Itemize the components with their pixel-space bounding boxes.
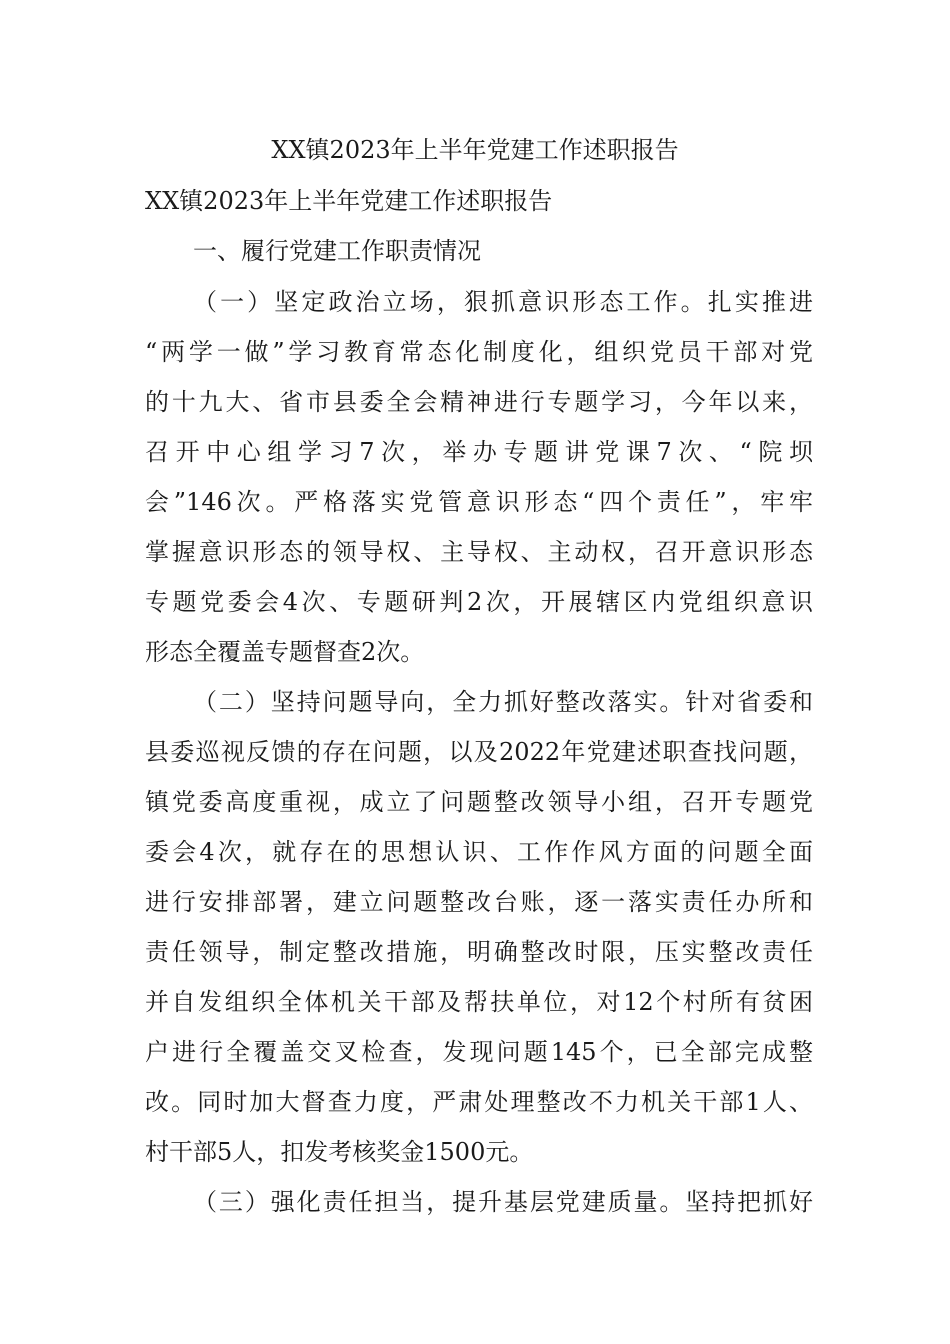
paragraph-line: 责任领导，制定整改措施，明确整改时限，压实整改责任: [145, 938, 813, 966]
section-heading: 一、履行党建工作职责情况: [193, 237, 481, 265]
paragraph-line: 户进行全覆盖交叉检查，发现问题145个，已全部完成整: [145, 1038, 813, 1066]
paragraph-line: 掌握意识形态的领导权、主导权、主动权，召开意识形态: [145, 538, 813, 566]
paragraph-line: “两学一做”学习教育常态化制度化，组织党员干部对党: [145, 338, 813, 366]
paragraph-line: 村干部5人，扣发考核奖金1500元。: [145, 1138, 534, 1166]
paragraph-line: （二）坚持问题导向，全力抓好整改落实。针对省委和: [193, 688, 813, 716]
paragraph-line: 召开中心组学习7次，举办专题讲党课7次、“院坝: [145, 438, 813, 466]
paragraph-line: 的十九大、省市县委全会精神进行专题学习，今年以来，: [145, 388, 813, 416]
paragraph-line: 改。同时加大督查力度，严肃处理整改不力机关干部1人、: [145, 1088, 813, 1116]
document-subtitle: XX镇2023年上半年党建工作述职报告: [145, 187, 553, 215]
paragraph-line: 会”146次。严格落实党管意识形态“四个责任”，牢牢: [145, 488, 813, 516]
paragraph-line: （一）坚定政治立场，狠抓意识形态工作。扎实推进: [193, 288, 813, 316]
paragraph-line: 委会4次，就存在的思想认识、工作作风方面的问题全面: [145, 838, 813, 866]
paragraph-line: 县委巡视反馈的存在问题，以及2022年党建述职查找问题，: [145, 738, 813, 766]
paragraph-line: 形态全覆盖专题督查2次。: [145, 638, 425, 666]
paragraph-line: 并自发组织全体机关干部及帮扶单位，对12个村所有贫困: [145, 988, 813, 1016]
document-title: XX镇2023年上半年党建工作述职报告: [271, 136, 679, 164]
paragraph-line: 进行安排部署，建立问题整改台账，逐一落实责任办所和: [145, 888, 813, 916]
paragraph-line: （三）强化责任担当，提升基层党建质量。坚持把抓好: [193, 1188, 813, 1216]
paragraph-line: 专题党委会4次、专题研判2次，开展辖区内党组织意识: [145, 588, 813, 616]
paragraph-line: 镇党委高度重视，成立了问题整改领导小组，召开专题党: [145, 788, 813, 816]
